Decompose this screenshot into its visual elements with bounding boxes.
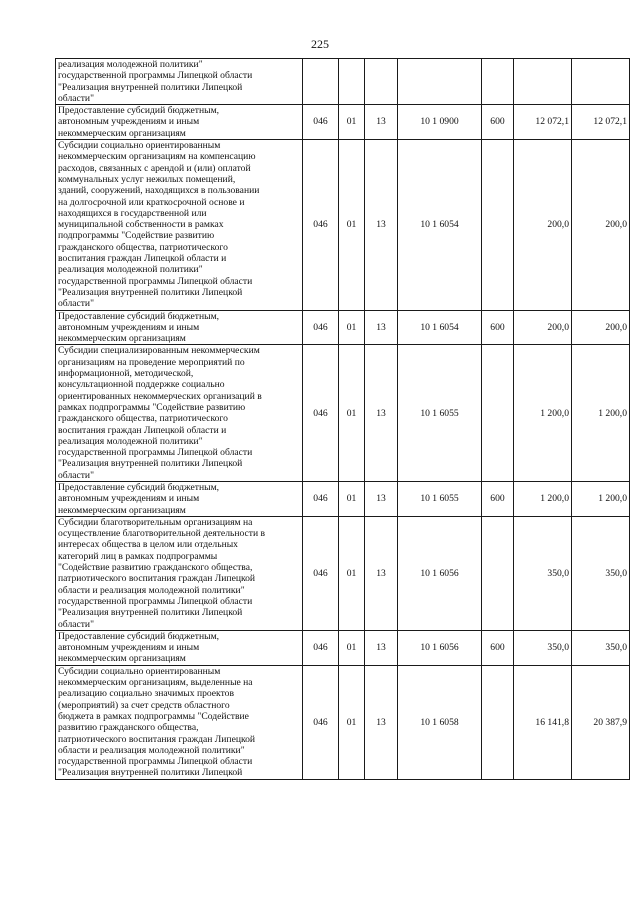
amount-cell: 20 387,9 <box>572 665 630 779</box>
target-article-cell: 10 1 6055 <box>398 345 482 482</box>
expense-type-cell: 600 <box>482 310 514 345</box>
section-code-cell: 01 <box>339 481 365 516</box>
table-row <box>56 345 630 482</box>
expense-type-cell: 600 <box>482 481 514 516</box>
table-row <box>56 59 630 105</box>
row-description: Предоставление субсидий бюджетным, автономным учреждениям и иным некоммерческим организациям <box>56 481 303 516</box>
amount-cell <box>514 59 572 105</box>
subsection-code-cell: 13 <box>365 345 398 482</box>
expense-type-cell <box>482 59 514 105</box>
amount-cell: 200,0 <box>514 310 572 345</box>
admin-code-cell: 046 <box>303 516 339 630</box>
admin-code-cell: 046 <box>303 345 339 482</box>
amount-cell: 350,0 <box>514 630 572 665</box>
expense-type-cell: 600 <box>482 630 514 665</box>
amount-cell: 350,0 <box>572 630 630 665</box>
section-code-cell: 01 <box>339 105 365 140</box>
page-number: 225 <box>311 37 329 51</box>
target-article-cell: 10 1 0900 <box>398 105 482 140</box>
amount-cell: 1 200,0 <box>572 481 630 516</box>
expense-type-cell: 600 <box>482 105 514 140</box>
row-description: Предоставление субсидий бюджетным, автономным учреждениям и иным некоммерческим организациям <box>56 630 303 665</box>
section-code-cell: 01 <box>339 630 365 665</box>
section-code-cell: 01 <box>339 665 365 779</box>
row-description: Предоставление субсидий бюджетным, автономным учреждениям и иным некоммерческим организациям <box>56 105 303 140</box>
target-article-cell <box>398 59 482 105</box>
section-code-cell: 01 <box>339 516 365 630</box>
target-article-cell: 10 1 6056 <box>398 630 482 665</box>
table-body <box>56 59 630 780</box>
subsection-code-cell: 13 <box>365 516 398 630</box>
row-description: Субсидии социально ориентированным некоммерческим организациям на компенсацию расходов, связанных с арендой и (или) оплатой коммунальных услуг нежилых помещений, зданий, сооружений, находящихся в пользовании на долгосрочной или краткосрочной основе и находящихся в государственной или муниципальной собственности в рамках подпрограммы "Содействие развитию гражданского общества, патриотического воспитания граждан Липецкой области и реализация молодежной политики" государственной программы Липецкой области "Реализация внутренней политики Липецкой области" <box>56 140 303 310</box>
amount-cell: 1 200,0 <box>514 481 572 516</box>
expense-type-cell <box>482 140 514 310</box>
admin-code-cell: 046 <box>303 665 339 779</box>
target-article-cell: 10 1 6054 <box>398 140 482 310</box>
amount-cell: 200,0 <box>514 140 572 310</box>
subsection-code-cell: 13 <box>365 140 398 310</box>
subsection-code-cell: 13 <box>365 105 398 140</box>
table-row <box>56 630 630 665</box>
section-code-cell: 01 <box>339 345 365 482</box>
target-article-cell: 10 1 6054 <box>398 310 482 345</box>
admin-code-cell: 046 <box>303 481 339 516</box>
target-article-cell: 10 1 6055 <box>398 481 482 516</box>
amount-cell: 1 200,0 <box>572 345 630 482</box>
amount-cell: 16 141,8 <box>514 665 572 779</box>
table-row <box>56 140 630 310</box>
expense-type-cell <box>482 516 514 630</box>
section-code-cell <box>339 59 365 105</box>
subsection-code-cell: 13 <box>365 481 398 516</box>
subsection-code-cell: 13 <box>365 310 398 345</box>
amount-cell: 1 200,0 <box>514 345 572 482</box>
amount-cell: 200,0 <box>572 310 630 345</box>
row-description: Субсидии специализированным некоммерческим организациям на проведение мероприятий по информационной, методической, консультационной поддержке социально ориентированных некоммерческих организаций в рамках подпрограммы "Содействие развитию гражданского общества, патриотического воспитания граждан Липецкой области и реализация молодежной политики" государственной программы Липецкой области "Реализация внутренней политики Липецкой области" <box>56 345 303 482</box>
amount-cell: 12 072,1 <box>514 105 572 140</box>
section-code-cell: 01 <box>339 310 365 345</box>
table-row <box>56 310 630 345</box>
budget-table <box>55 58 630 780</box>
subsection-code-cell: 13 <box>365 665 398 779</box>
target-article-cell: 10 1 6056 <box>398 516 482 630</box>
table-row <box>56 481 630 516</box>
table-row <box>56 105 630 140</box>
table-row <box>56 516 630 630</box>
target-article-cell: 10 1 6058 <box>398 665 482 779</box>
row-description: Предоставление субсидий бюджетным, автономным учреждениям и иным некоммерческим организациям <box>56 310 303 345</box>
amount-cell: 350,0 <box>572 516 630 630</box>
admin-code-cell: 046 <box>303 105 339 140</box>
subsection-code-cell: 13 <box>365 630 398 665</box>
table-row <box>56 665 630 779</box>
amount-cell <box>572 59 630 105</box>
section-code-cell: 01 <box>339 140 365 310</box>
subsection-code-cell <box>365 59 398 105</box>
admin-code-cell: 046 <box>303 140 339 310</box>
amount-cell: 350,0 <box>514 516 572 630</box>
admin-code-cell: 046 <box>303 310 339 345</box>
row-description: реализация молодежной политики" государственной программы Липецкой области "Реализация внутренней политики Липецкой области" <box>56 59 303 105</box>
admin-code-cell: 046 <box>303 630 339 665</box>
amount-cell: 12 072,1 <box>572 105 630 140</box>
row-description: Субсидии социально ориентированным некоммерческим организациям, выделенные на реализацию социально значимых проектов (мероприятий) за счет средств областного бюджета в рамках подпрограммы "Содействие развитию гражданского общества, патриотического воспитания граждан Липецкой области и реализация молодежной политики" государственной программы Липецкой области "Реализация внутренней политики Липецкой <box>56 665 303 779</box>
amount-cell: 200,0 <box>572 140 630 310</box>
row-description: Субсидии благотворительным организациям на осуществление благотворительной деятельности в интересах общества в целом или отдельных категорий лиц в рамках подпрограммы "Содействие развитию гражданского общества, патриотического воспитания граждан Липецкой области и реализация молодежной политики" государственной программы Липецкой области "Реализация внутренней политики Липецкой области" <box>56 516 303 630</box>
expense-type-cell <box>482 345 514 482</box>
admin-code-cell <box>303 59 339 105</box>
expense-type-cell <box>482 665 514 779</box>
